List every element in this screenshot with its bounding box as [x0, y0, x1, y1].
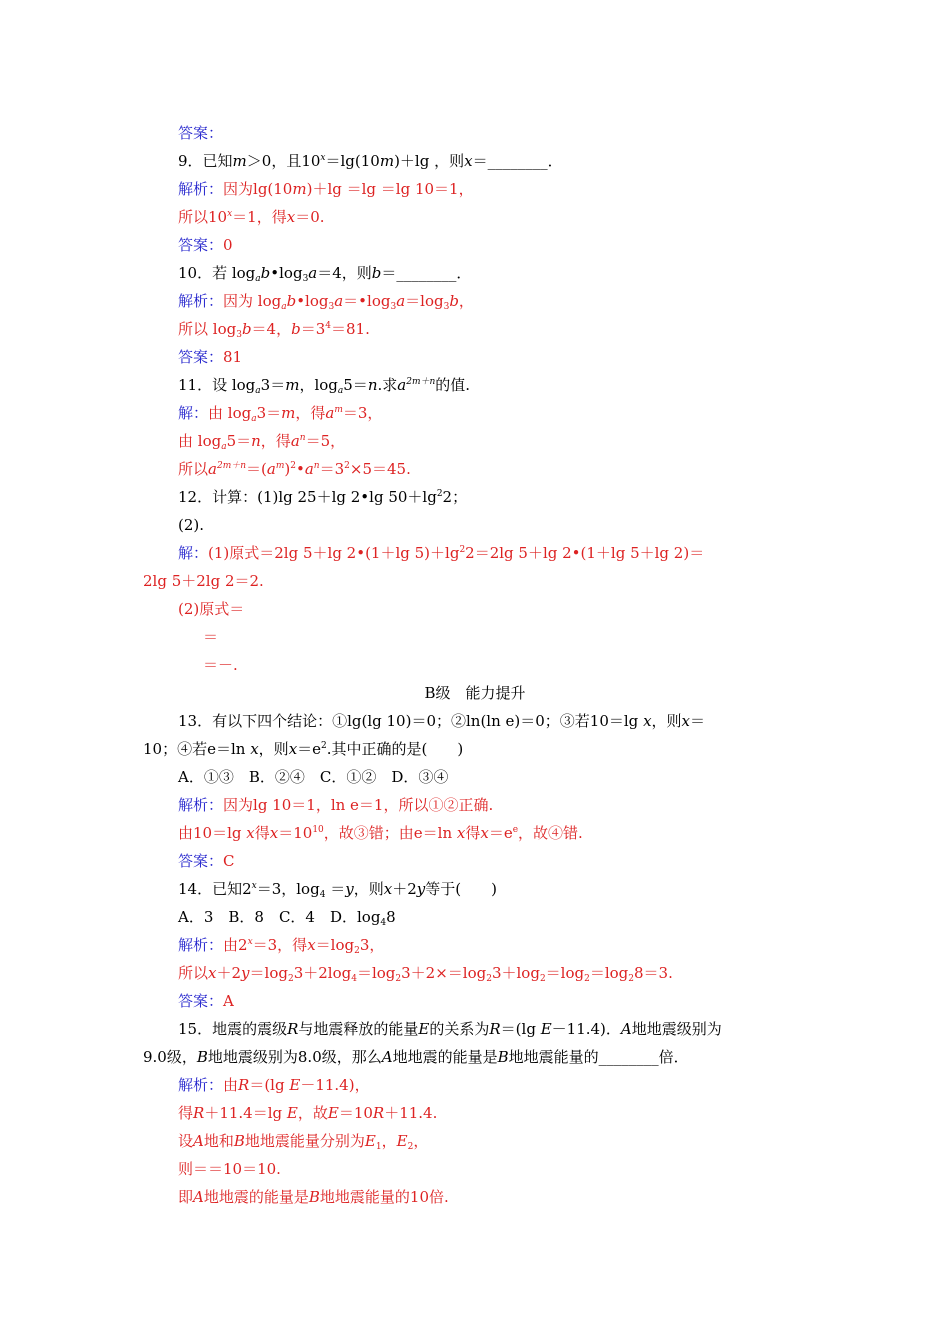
- q13-answer: 答案：C: [178, 852, 235, 870]
- q9-solution-2: 所以$10^x=1$，得x＝0.: [178, 208, 325, 226]
- q14-solution-2: 所以$x+2y=\log_23+2\log_4=\log_23+2\times=\log_23+\log_2=\log_2=\log_28=3$.: [178, 964, 673, 984]
- q14-solution-1: 解析：由$2^x=3$，得$x=\log_23$，: [178, 936, 385, 956]
- q12-question-1: 12．计算：(1)lg 25＋lg 2•lg $50+\lg^22$；: [178, 488, 468, 506]
- q13-solution-2: 由10＝lg x得$x=10^{10}$，故③错；由e＝ln x得$x=e^e$，故④错.: [178, 824, 583, 842]
- q15-solution-5: 即A地地震的能量是B地地震能量的10倍.: [178, 1188, 449, 1206]
- q13-question-1: 13．有以下四个结论：①lg(lg 10)＝0；②ln(ln e)＝0；③若10＝lg x，则x＝: [178, 712, 706, 730]
- q15-solution-3: 设A地和B地地震能量分别为$E_1$，$E_2$，: [178, 1132, 429, 1152]
- q13-question-2: 10；④若e＝ln x，则$x=e^2$.其中正确的是( ): [143, 740, 464, 758]
- q9-solution-1: 解析：因为lg(10m)＋lg ＝lg ＝lg 10＝1，: [178, 180, 474, 198]
- q14-question: 14．已知$2^x=3$，$\log_4 =y$，则x＋2y等于( ): [178, 880, 497, 900]
- q15-question-2: 9.0级，B地地震级别为8.0级，那么A地地震的能量是B地地震能量的________倍．: [143, 1048, 689, 1066]
- q9-answer: 答案：0: [178, 236, 233, 254]
- q11-solution-2: 由 $\log_a5=n$，得$a^n=5$，: [178, 432, 346, 452]
- q10-question: 10．若 $\log_ab•\log_3a=4$，则b＝________．: [178, 264, 472, 284]
- q15-question-1: 15．地震的震级R与地震释放的能量E的关系为R＝(lg E－11.4)．A地地震级别为: [178, 1020, 722, 1038]
- q10-solution-2: 所以 $\log_3b=4$，$b=3^4=81$.: [178, 320, 370, 340]
- q12-solution-1: 解：(1)原式＝2lg 5＋lg 2•(1＋lg $5)+\lg^22=2\lg$ 5＋lg 2•(1＋lg 5＋lg 2)＝: [178, 544, 705, 562]
- q15-solution-1: 解析：由R＝(lg E－11.4)，: [178, 1076, 370, 1094]
- q11-question: 11．设 $\log_a3=m$，$\log_a5=n$.求$a^{2m+n}$的值.: [178, 376, 471, 396]
- q14-options: A．3 B．8 C．4 D．$\log_48$: [178, 908, 396, 928]
- q12-solution-2: 2lg 5＋2lg 2＝2.: [143, 572, 264, 590]
- q11-solution-1: 解：由 $\log_a3=m$，得$a^m=3$，: [178, 404, 383, 424]
- q12-question-2: (2).: [178, 516, 205, 534]
- q10-solution-1: 解析：因为 $\log_ab•\log_3a=•\log_3a=\log_3b$，: [178, 292, 474, 312]
- section-heading: B级 能力提升: [424, 684, 526, 702]
- q13-solution-1: 解析：因为lg 10＝1，ln e＝1，所以①②正确.: [178, 796, 494, 814]
- q12-solution-5: ＝－.: [203, 656, 238, 674]
- q15-solution-4: 则＝＝10＝10.: [178, 1160, 281, 1178]
- q13-options: A．①③ B．②④ C．①② D．③④: [178, 768, 449, 786]
- q9-question: 9．已知m＞0，且$10^x=\lg(10m)+\lg$ ，则x＝________．: [178, 152, 563, 170]
- q11-solution-3: 所以$a^{2m+n}=(a^m)^2•a^n=3^2\times 5=45$.: [178, 460, 411, 478]
- q14-answer: 答案：A: [178, 992, 234, 1010]
- q10-answer: 答案：81: [178, 348, 243, 366]
- q12-solution-3: (2)原式＝: [178, 600, 245, 618]
- q15-solution-2: 得R＋11.4＝lg E，故E＝10R＋11.4.: [178, 1104, 438, 1122]
- q8-answer-label: 答案：: [178, 124, 224, 142]
- q12-solution-4: ＝: [203, 628, 219, 646]
